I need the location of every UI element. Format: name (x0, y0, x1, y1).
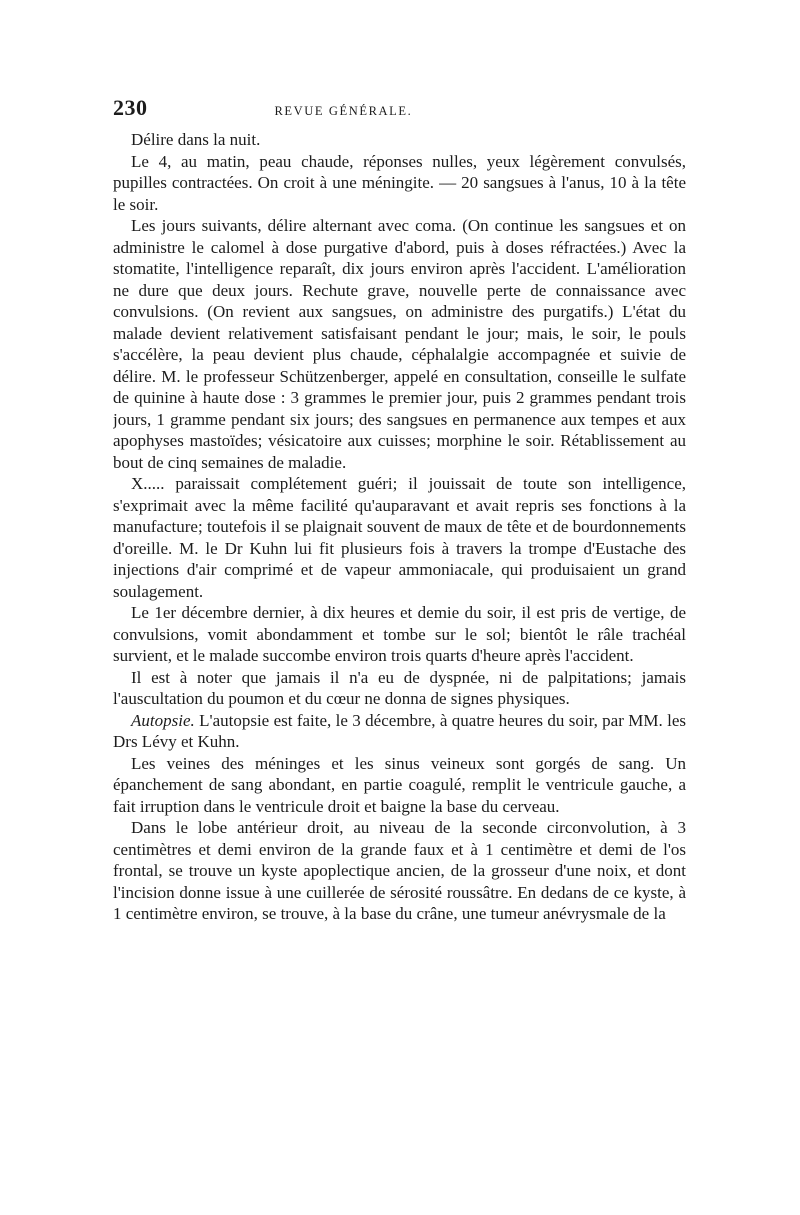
page-number: 230 (113, 95, 148, 120)
page-header (113, 95, 686, 129)
paragraph-autopsie (113, 710, 686, 753)
paragraph: Délire dans la nuit. (131, 130, 261, 149)
running-title: REVUE GÉNÉRALE. (274, 104, 413, 118)
book-page (113, 95, 686, 1175)
section-lead: Autopsie. (131, 710, 195, 730)
paragraph: Les jours suivants, délire alternant avec coma. (On continue les sangsues et on administre le calomel à dose purgative d'abord, puis à doses réfractées.) Avec la stomatite, l'intelligence reparaît, dix jours environ après l'accident. L'amélioration ne dure que deux jours. Rechute grave, nouvelle perte de connaissance avec convulsions. (On revient aux sangsues, on administre des purgatifs.) L'état du malade devient relativement satisfaisant pendant le jour; mais, le soir, le pouls s'accélère, la peau devient plus chaude, céphalalgie accompagnée et suivie de délire. M. le professeur Schützenberger, appelé en consultation, conseille le sulfate de quinine à haute dose : 3 grammes le premier jour, puis 2 grammes pendant trois jours, 1 gramme pendant six jours; des sangsues en permanence aux tempes et aux apophyses mastoïdes; vésicatoire aux cuisses; morphine le soir. Rétablissement au bout de cinq semaines de maladie. (113, 216, 686, 472)
paragraph: Dans le lobe antérieur droit, au niveau de la seconde circonvolution, à 3 centimètres et demi environ de la grande faux et à 1 centimètre et demi de l'os frontal, se trouve un kyste apoplectique ancien, de la grosseur d'une noix, et dont l'incision donne issue à une cuillerée de sérosité roussâtre. En dedans de ce kyste, à 1 centimètre environ, se trouve, à la base du crâne, une tumeur anévrysmale de la (113, 818, 686, 923)
paragraph: Le 4, au matin, peau chaude, réponses nulles, yeux légèrement convulsés, pupilles contractées. On croit à une méningite. — 20 sangsues à l'anus, 10 à la tête le soir. (113, 151, 686, 214)
paragraph: X..... paraissait complétement guéri; il jouissait de toute son intelligence, s'exprimait avec la même facilité qu'auparavant et avait repris ses fonctions à la manufacture; toutefois il se plaignait souvent de maux de tête et de bourdonnements d'oreille. M. le Dr Kuhn lui fit plusieurs fois à travers la trompe d'Eustache des injections d'air comprimé et de vapeur ammoniacale, qui produisaient un grand soulagement. (113, 474, 686, 601)
paragraph: Les veines des méninges et les sinus veineux sont gorgés de sang. Un épanchement de sang abondant, en partie coagulé, remplit le ventricule gauche, a fait irruption dans le ventricule droit et baigne la base du cerveau. (113, 753, 686, 816)
paragraph: Le 1er décembre dernier, à dix heures et demie du soir, il est pris de vertige, de convulsions, vomit abondamment et tombe sur le sol; bientôt le râle trachéal survient, et le malade succombe environ trois quarts d'heure après l'accident. (113, 603, 686, 665)
body-text (113, 129, 686, 925)
paragraph-text: L'autopsie est faite, le 3 décembre, à quatre heures du soir, par MM. les Drs Lévy et Kuhn. (113, 710, 686, 751)
paragraph: Il est à noter que jamais il n'a eu de dyspnée, ni de palpitations; jamais l'auscultation du poumon et du cœur ne donna de signes physiques. (113, 667, 686, 708)
